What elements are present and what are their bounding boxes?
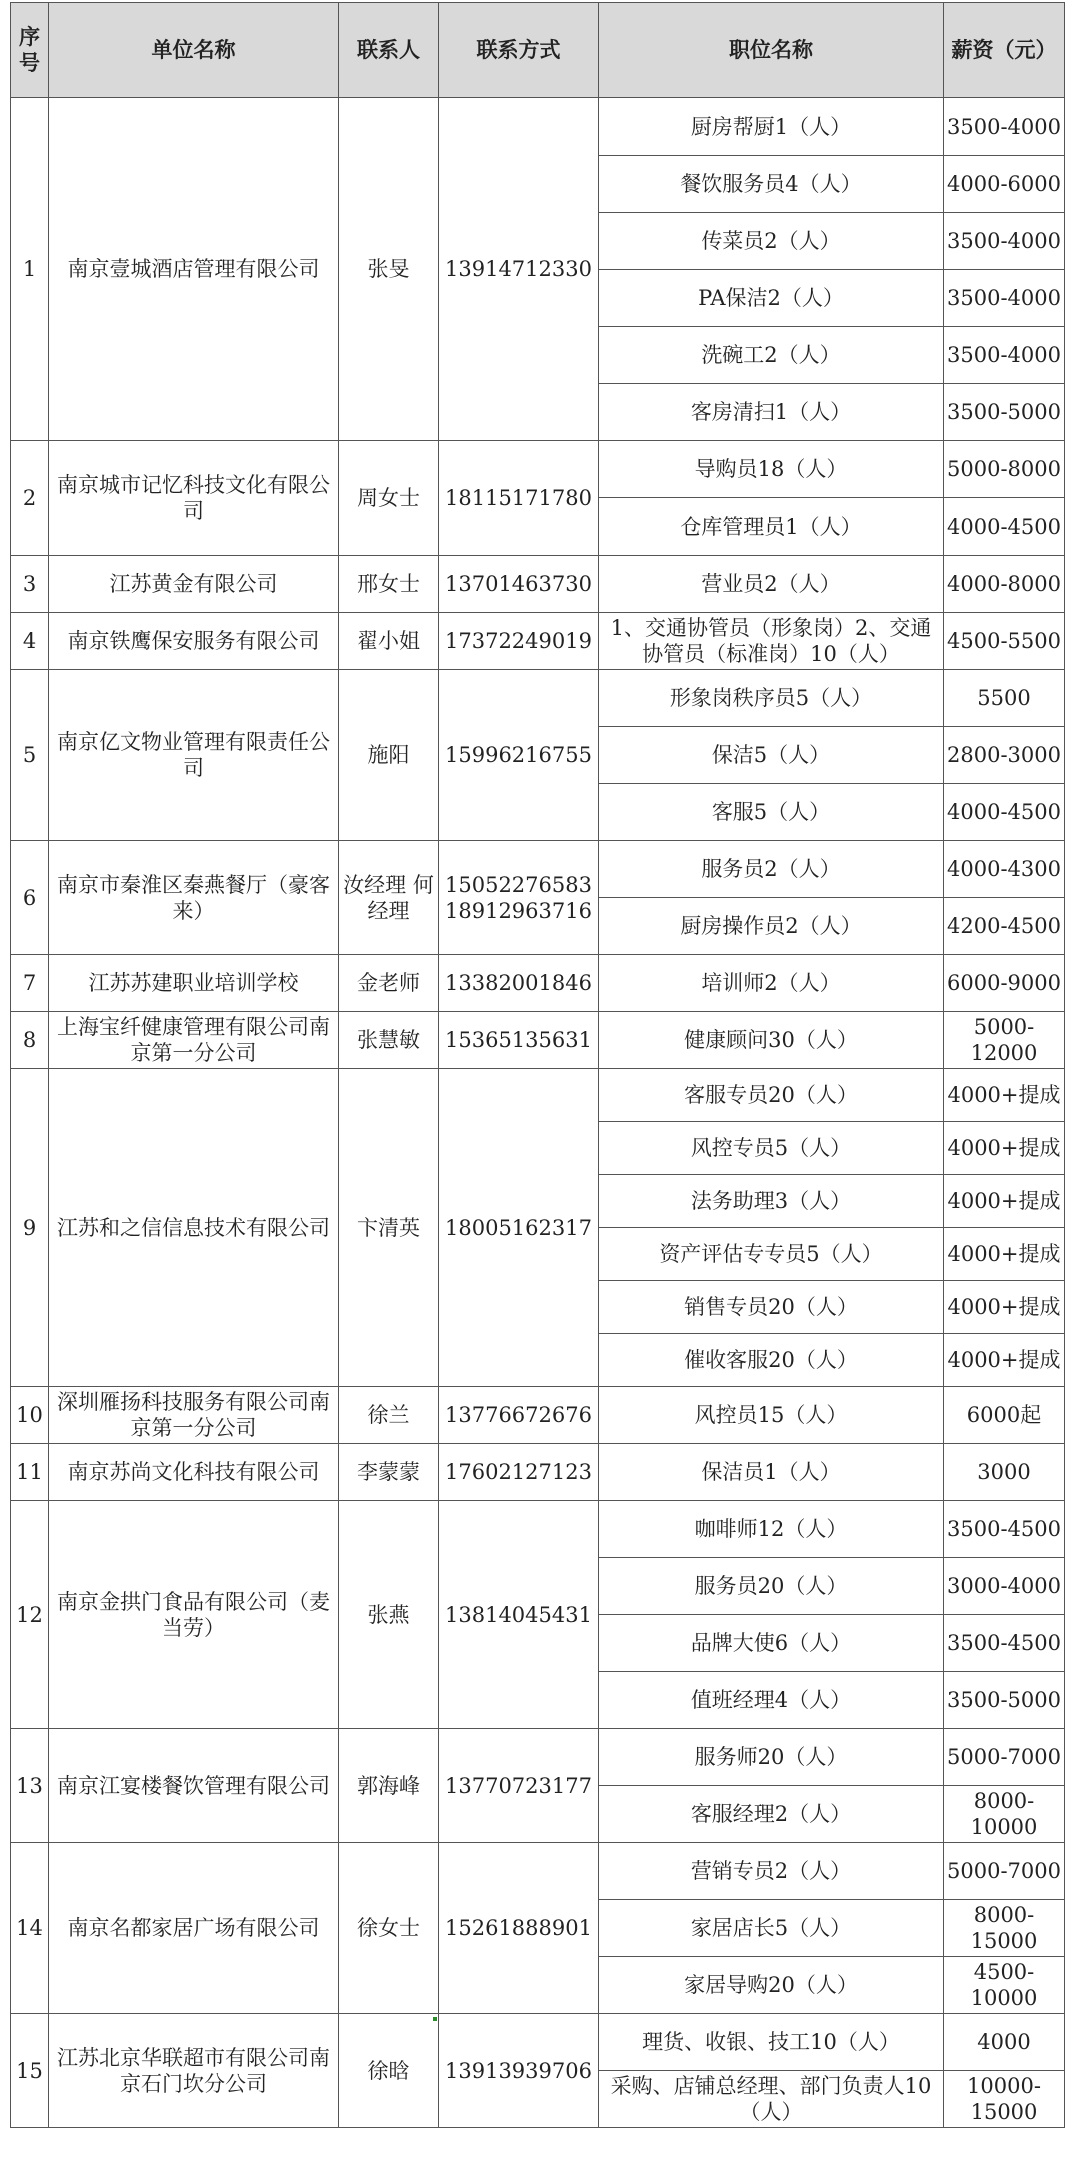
position-title: 咖啡师12（人） bbox=[599, 1501, 944, 1558]
header-row bbox=[11, 3, 1065, 98]
contact-phone: 13914712330 bbox=[439, 98, 599, 441]
header-phone: 联系方式 bbox=[439, 3, 599, 98]
position-title: 风控专员5（人） bbox=[599, 1122, 944, 1175]
salary-range: 3500-4000 bbox=[944, 327, 1065, 384]
contact-person: 周女士 bbox=[339, 441, 439, 556]
contact-person: 卞清英 bbox=[339, 1069, 439, 1387]
row-index: 15 bbox=[11, 2014, 49, 2128]
position-title: 法务助理3（人） bbox=[599, 1175, 944, 1228]
row-index: 12 bbox=[11, 1501, 49, 1729]
salary-range: 5000-7000 bbox=[944, 1843, 1065, 1900]
contact-phone: 13776672676 bbox=[439, 1387, 599, 1444]
company-name: 江苏和之信信息技术有限公司 bbox=[49, 1069, 339, 1387]
contact-person: 徐兰 bbox=[339, 1387, 439, 1444]
table-row bbox=[11, 955, 1065, 1012]
salary-range: 5000-12000 bbox=[944, 1012, 1065, 1069]
row-index: 8 bbox=[11, 1012, 49, 1069]
position-title: 1、交通协管员（形象岗）2、交通协管员（标准岗）10（人） bbox=[599, 613, 944, 670]
salary-range: 3500-4500 bbox=[944, 1615, 1065, 1672]
contact-phone: 13814045431 bbox=[439, 1501, 599, 1729]
header-salary: 薪资（元） bbox=[944, 3, 1065, 98]
company-name: 上海宝纤健康管理有限公司南京第一分公司 bbox=[49, 1012, 339, 1069]
position-title: 风控员15（人） bbox=[599, 1387, 944, 1444]
contact-person: 郭海峰 bbox=[339, 1729, 439, 1843]
row-index: 9 bbox=[11, 1069, 49, 1387]
salary-range: 4000-4500 bbox=[944, 784, 1065, 841]
company-name: 南京江宴楼餐饮管理有限公司 bbox=[49, 1729, 339, 1843]
salary-range: 4000+提成 bbox=[944, 1069, 1065, 1122]
row-index: 1 bbox=[11, 98, 49, 441]
company-name: 江苏黄金有限公司 bbox=[49, 556, 339, 613]
salary-range: 3500-4000 bbox=[944, 213, 1065, 270]
salary-range: 3500-4000 bbox=[944, 98, 1065, 156]
salary-range: 8000-15000 bbox=[944, 1900, 1065, 1957]
salary-range: 4200-4500 bbox=[944, 898, 1065, 955]
salary-range: 5000-8000 bbox=[944, 441, 1065, 498]
company-name: 南京金拱门食品有限公司（麦当劳） bbox=[49, 1501, 339, 1729]
salary-range: 3500-5000 bbox=[944, 1672, 1065, 1729]
position-title: 厨房帮厨1（人） bbox=[599, 98, 944, 156]
contact-phone: 13382001846 bbox=[439, 955, 599, 1012]
green-mark bbox=[433, 2017, 437, 2021]
contact-phone: 18115171780 bbox=[439, 441, 599, 556]
row-index: 11 bbox=[11, 1444, 49, 1501]
salary-range: 4000+提成 bbox=[944, 1122, 1065, 1175]
position-title: 客房清扫1（人） bbox=[599, 384, 944, 441]
position-title: 采购、店铺总经理、部门负责人10（人） bbox=[599, 2071, 944, 2128]
salary-range: 3000 bbox=[944, 1444, 1065, 1501]
position-title: 营业员2（人） bbox=[599, 556, 944, 613]
header-index: 序号 bbox=[11, 3, 49, 98]
header-position: 职位名称 bbox=[599, 3, 944, 98]
company-name: 江苏北京华联超市有限公司南京石门坎分公司 bbox=[49, 2014, 339, 2128]
position-title: 家居店长5（人） bbox=[599, 1900, 944, 1957]
salary-range: 4500-10000 bbox=[944, 1957, 1065, 2014]
salary-range: 5000-7000 bbox=[944, 1729, 1065, 1786]
position-title: 催收客服20（人） bbox=[599, 1334, 944, 1387]
table-row bbox=[11, 441, 1065, 498]
contact-phone: 17602127123 bbox=[439, 1444, 599, 1501]
contact-person: 邢女士 bbox=[339, 556, 439, 613]
table-row bbox=[11, 1387, 1065, 1444]
salary-range: 4000+提成 bbox=[944, 1228, 1065, 1281]
table-body bbox=[11, 98, 1065, 2128]
salary-range: 6000-9000 bbox=[944, 955, 1065, 1012]
company-name: 南京城市记忆科技文化有限公司 bbox=[49, 441, 339, 556]
table-row bbox=[11, 1444, 1065, 1501]
header-company: 单位名称 bbox=[49, 3, 339, 98]
contact-phone: 13913939706 bbox=[439, 2014, 599, 2128]
salary-range: 4000+提成 bbox=[944, 1175, 1065, 1228]
contact-phone: 13701463730 bbox=[439, 556, 599, 613]
position-title: 客服经理2（人） bbox=[599, 1786, 944, 1843]
company-name: 深圳雁扬科技服务有限公司南京第一分公司 bbox=[49, 1387, 339, 1444]
position-title: 传菜员2（人） bbox=[599, 213, 944, 270]
position-title: 资产评估专专员5（人） bbox=[599, 1228, 944, 1281]
contact-phone: 15261888901 bbox=[439, 1843, 599, 2014]
salary-range: 4000 bbox=[944, 2014, 1065, 2071]
position-title: 营销专员2（人） bbox=[599, 1843, 944, 1900]
table-row bbox=[11, 841, 1065, 898]
salary-range: 3500-4000 bbox=[944, 270, 1065, 327]
position-title: 服务员2（人） bbox=[599, 841, 944, 898]
row-index: 2 bbox=[11, 441, 49, 556]
contact-person: 汝经理 何经理 bbox=[339, 841, 439, 955]
job-table bbox=[10, 2, 1065, 2128]
company-name: 南京亿文物业管理有限责任公司 bbox=[49, 670, 339, 841]
position-title: 客服专员20（人） bbox=[599, 1069, 944, 1122]
contact-phone: 15996216755 bbox=[439, 670, 599, 841]
salary-range: 6000起 bbox=[944, 1387, 1065, 1444]
contact-phone: 15052276583 18912963716 bbox=[439, 841, 599, 955]
salary-range: 4500-5500 bbox=[944, 613, 1065, 670]
table-row bbox=[11, 613, 1065, 670]
row-index: 4 bbox=[11, 613, 49, 670]
position-title: 餐饮服务员4（人） bbox=[599, 156, 944, 213]
position-title: 销售专员20（人） bbox=[599, 1281, 944, 1334]
table-row bbox=[11, 2014, 1065, 2071]
salary-range: 8000-10000 bbox=[944, 1786, 1065, 1843]
position-title: PA保洁2（人） bbox=[599, 270, 944, 327]
row-index: 5 bbox=[11, 670, 49, 841]
salary-range: 3500-4500 bbox=[944, 1501, 1065, 1558]
company-name: 南京苏尚文化科技有限公司 bbox=[49, 1444, 339, 1501]
header-contact: 联系人 bbox=[339, 3, 439, 98]
row-index: 7 bbox=[11, 955, 49, 1012]
salary-range: 4000-4500 bbox=[944, 498, 1065, 556]
position-title: 家居导购20（人） bbox=[599, 1957, 944, 2014]
position-title: 健康顾问30（人） bbox=[599, 1012, 944, 1069]
contact-person: 张燕 bbox=[339, 1501, 439, 1729]
contact-person: 翟小姐 bbox=[339, 613, 439, 670]
contact-phone: 17372249019 bbox=[439, 613, 599, 670]
position-title: 培训师2（人） bbox=[599, 955, 944, 1012]
row-index: 3 bbox=[11, 556, 49, 613]
row-index: 14 bbox=[11, 1843, 49, 2014]
company-name: 南京壹城酒店管理有限公司 bbox=[49, 98, 339, 441]
row-index: 6 bbox=[11, 841, 49, 955]
contact-person: 金老师 bbox=[339, 955, 439, 1012]
salary-range: 4000+提成 bbox=[944, 1334, 1065, 1387]
position-title: 导购员18（人） bbox=[599, 441, 944, 498]
position-title: 仓库管理员1（人） bbox=[599, 498, 944, 556]
position-title: 厨房操作员2（人） bbox=[599, 898, 944, 955]
salary-range: 2800-3000 bbox=[944, 727, 1065, 784]
company-name: 南京市秦淮区秦燕餐厅（豪客来） bbox=[49, 841, 339, 955]
salary-range: 3000-4000 bbox=[944, 1558, 1065, 1615]
company-name: 南京名都家居广场有限公司 bbox=[49, 1843, 339, 2014]
position-title: 保洁员1（人） bbox=[599, 1444, 944, 1501]
position-title: 服务师20（人） bbox=[599, 1729, 944, 1786]
position-title: 保洁5（人） bbox=[599, 727, 944, 784]
table-row bbox=[11, 670, 1065, 727]
table-row bbox=[11, 1012, 1065, 1069]
salary-range: 5500 bbox=[944, 670, 1065, 727]
position-title: 形象岗秩序员5（人） bbox=[599, 670, 944, 727]
contact-phone: 18005162317 bbox=[439, 1069, 599, 1387]
contact-person: 张慧敏 bbox=[339, 1012, 439, 1069]
row-index: 10 bbox=[11, 1387, 49, 1444]
position-title: 理货、收银、技工10（人） bbox=[599, 2014, 944, 2071]
salary-range: 4000+提成 bbox=[944, 1281, 1065, 1334]
salary-range: 3500-5000 bbox=[944, 384, 1065, 441]
position-title: 品牌大使6（人） bbox=[599, 1615, 944, 1672]
company-name: 江苏苏建职业培训学校 bbox=[49, 955, 339, 1012]
position-title: 客服5（人） bbox=[599, 784, 944, 841]
contact-phone: 15365135631 bbox=[439, 1012, 599, 1069]
salary-range: 4000-6000 bbox=[944, 156, 1065, 213]
salary-range: 4000-4300 bbox=[944, 841, 1065, 898]
contact-person: 徐晗 bbox=[339, 2014, 439, 2128]
table-row bbox=[11, 1729, 1065, 1786]
row-index: 13 bbox=[11, 1729, 49, 1843]
contact-person: 张旻 bbox=[339, 98, 439, 441]
contact-person: 徐女士 bbox=[339, 1843, 439, 2014]
salary-range: 10000-15000 bbox=[944, 2071, 1065, 2128]
position-title: 洗碗工2（人） bbox=[599, 327, 944, 384]
company-name: 南京铁鹰保安服务有限公司 bbox=[49, 613, 339, 670]
contact-person: 李蒙蒙 bbox=[339, 1444, 439, 1501]
table-row bbox=[11, 98, 1065, 156]
table-row bbox=[11, 1843, 1065, 1900]
table-row bbox=[11, 1501, 1065, 1558]
contact-phone: 13770723177 bbox=[439, 1729, 599, 1843]
salary-range: 4000-8000 bbox=[944, 556, 1065, 613]
position-title: 值班经理4（人） bbox=[599, 1672, 944, 1729]
position-title: 服务员20（人） bbox=[599, 1558, 944, 1615]
table-row bbox=[11, 1069, 1065, 1122]
contact-person: 施阳 bbox=[339, 670, 439, 841]
table-row bbox=[11, 556, 1065, 613]
